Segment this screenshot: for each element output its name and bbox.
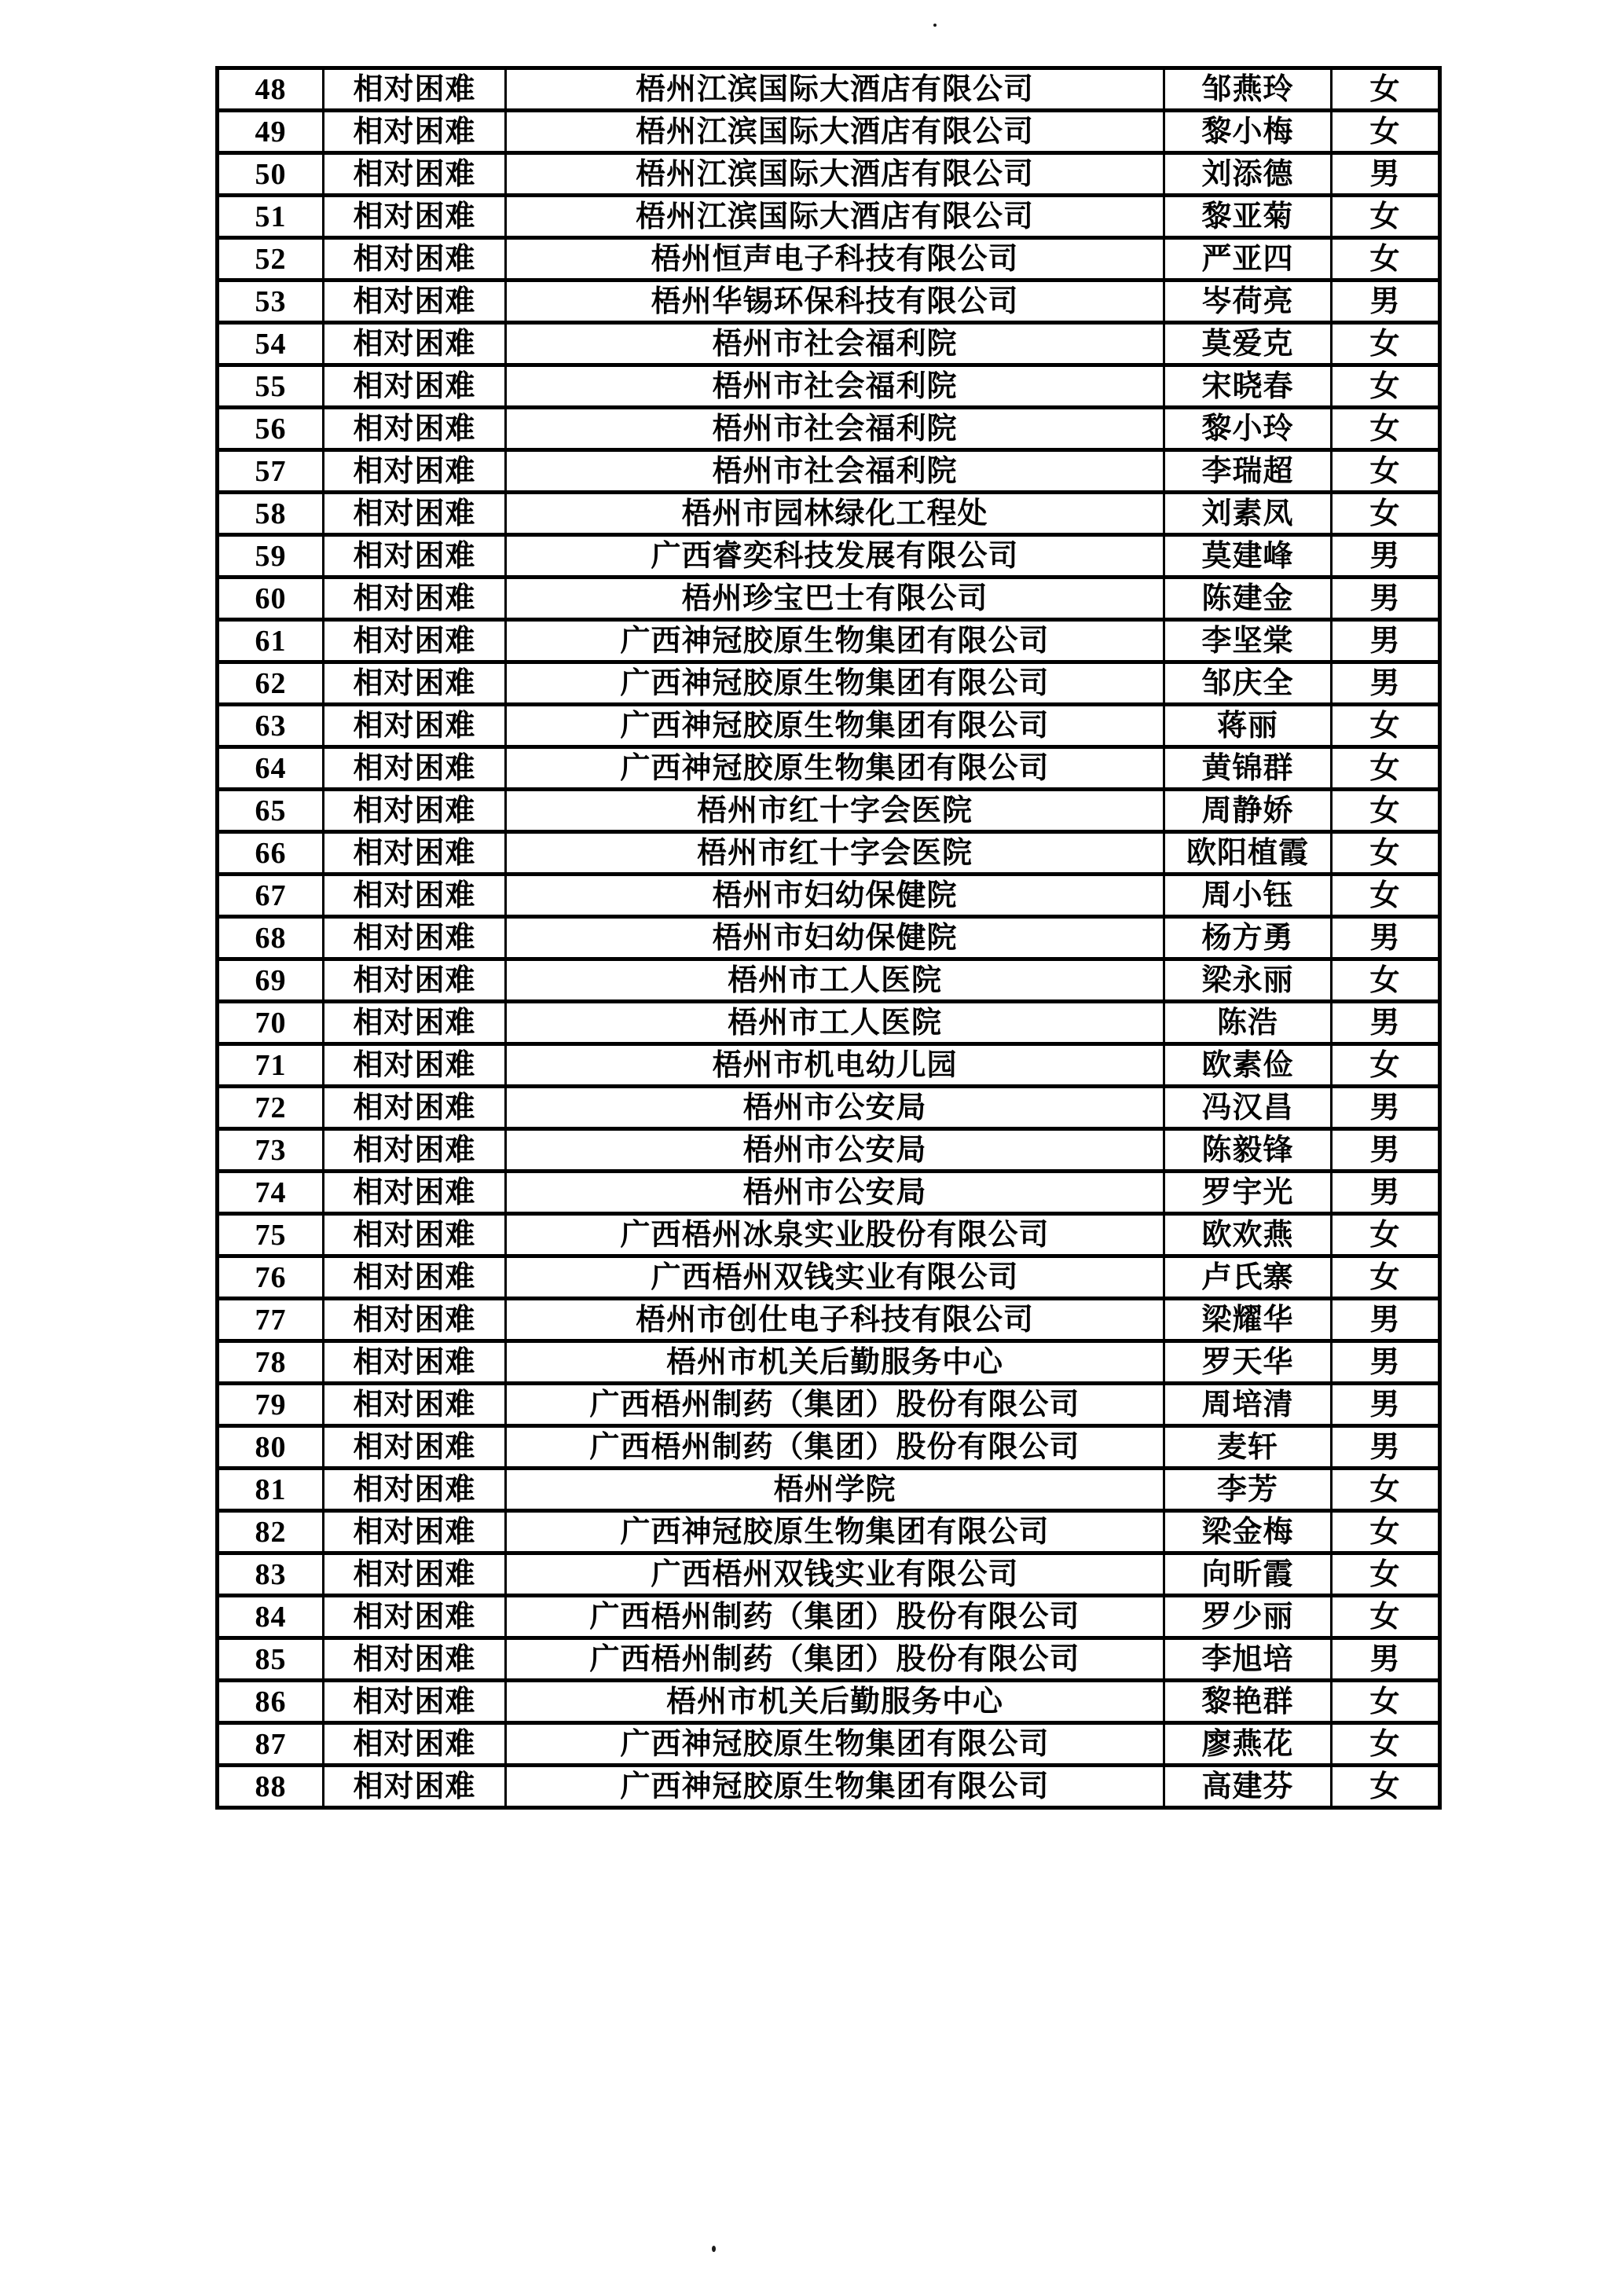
employer-cell: 梧州江滨国际大酒店有限公司 [506,196,1164,238]
difficulty-status-cell: 相对困难 [324,875,506,917]
employer-cell: 梧州市公安局 [506,1129,1164,1172]
gender-cell: 男 [1332,1341,1440,1384]
gender-cell: 女 [1332,959,1440,1002]
table-row [218,153,1440,196]
table-row [218,705,1440,747]
employer-cell: 广西神冠胶原生物集团有限公司 [506,1511,1164,1553]
row-number-cell: 60 [218,578,324,620]
table-row [218,493,1440,535]
employer-cell: 梧州市红十字会医院 [506,832,1164,875]
difficulty-status-cell: 相对困难 [324,1681,506,1723]
employer-cell: 广西神冠胶原生物集团有限公司 [506,705,1164,747]
person-name-cell: 麦轩 [1164,1426,1332,1469]
gender-cell: 男 [1332,1384,1440,1426]
person-name-cell: 罗少丽 [1164,1596,1332,1638]
table-row [218,1511,1440,1553]
employer-cell: 梧州学院 [506,1469,1164,1511]
person-name-cell: 岑荷亮 [1164,281,1332,323]
difficulty-status-cell: 相对困难 [324,959,506,1002]
roster-table-body [218,68,1440,1808]
row-number-cell: 61 [218,620,324,662]
scan-speck [712,2246,716,2252]
row-number-cell: 81 [218,1469,324,1511]
row-number-cell: 88 [218,1766,324,1808]
person-name-cell: 梁耀华 [1164,1299,1332,1341]
table-row [218,620,1440,662]
difficulty-status-cell: 相对困难 [324,238,506,281]
difficulty-status-cell: 相对困难 [324,1426,506,1469]
person-name-cell: 李瑞超 [1164,450,1332,493]
employer-cell: 梧州珍宝巴士有限公司 [506,578,1164,620]
table-row [218,662,1440,705]
person-name-cell: 廖燕花 [1164,1723,1332,1766]
table-row [218,959,1440,1002]
gender-cell: 男 [1332,1426,1440,1469]
row-number-cell: 56 [218,408,324,450]
table-row [218,1766,1440,1808]
gender-cell: 男 [1332,1129,1440,1172]
row-number-cell: 86 [218,1681,324,1723]
table-row [218,1256,1440,1299]
table-row [218,832,1440,875]
person-name-cell: 李芳 [1164,1469,1332,1511]
row-number-cell: 55 [218,365,324,408]
table-row [218,875,1440,917]
employer-cell: 梧州市园林绿化工程处 [506,493,1164,535]
employer-cell: 广西梧州制药（集团）股份有限公司 [506,1638,1164,1681]
row-number-cell: 75 [218,1214,324,1256]
person-name-cell: 欧素俭 [1164,1044,1332,1087]
table-row [218,535,1440,578]
gender-cell: 女 [1332,196,1440,238]
gender-cell: 女 [1332,365,1440,408]
row-number-cell: 57 [218,450,324,493]
difficulty-status-cell: 相对困难 [324,1256,506,1299]
employer-cell: 广西梧州冰泉实业股份有限公司 [506,1214,1164,1256]
employer-cell: 广西神冠胶原生物集团有限公司 [506,662,1164,705]
difficulty-status-cell: 相对困难 [324,1172,506,1214]
table-row [218,1002,1440,1044]
gender-cell: 女 [1332,1596,1440,1638]
table-row [218,365,1440,408]
person-name-cell: 卢氏寨 [1164,1256,1332,1299]
employer-cell: 广西梧州双钱实业有限公司 [506,1256,1164,1299]
table-row [218,1214,1440,1256]
gender-cell: 女 [1332,1681,1440,1723]
person-name-cell: 邹燕玲 [1164,68,1332,111]
difficulty-status-cell: 相对困难 [324,408,506,450]
difficulty-status-cell: 相对困难 [324,1511,506,1553]
employer-cell: 广西梧州制药（集团）股份有限公司 [506,1596,1164,1638]
employer-cell: 梧州市社会福利院 [506,323,1164,365]
table-row [218,1299,1440,1341]
employer-cell: 广西梧州制药（集团）股份有限公司 [506,1384,1164,1426]
row-number-cell: 84 [218,1596,324,1638]
employer-cell: 梧州市机电幼儿园 [506,1044,1164,1087]
difficulty-status-cell: 相对困难 [324,1469,506,1511]
row-number-cell: 58 [218,493,324,535]
employer-cell: 广西神冠胶原生物集团有限公司 [506,620,1164,662]
row-number-cell: 64 [218,747,324,790]
gender-cell: 男 [1332,1087,1440,1129]
person-name-cell: 梁金梅 [1164,1511,1332,1553]
difficulty-status-cell: 相对困难 [324,1299,506,1341]
person-name-cell: 蒋丽 [1164,705,1332,747]
person-name-cell: 黎小玲 [1164,408,1332,450]
employer-cell: 梧州市公安局 [506,1172,1164,1214]
difficulty-status-cell: 相对困难 [324,535,506,578]
difficulty-status-cell: 相对困难 [324,662,506,705]
gender-cell: 男 [1332,917,1440,959]
table-row [218,281,1440,323]
employer-cell: 梧州市社会福利院 [506,450,1164,493]
gender-cell: 男 [1332,662,1440,705]
gender-cell: 男 [1332,153,1440,196]
table-row [218,1469,1440,1511]
employer-cell: 广西神冠胶原生物集团有限公司 [506,747,1164,790]
employer-cell: 广西神冠胶原生物集团有限公司 [506,1723,1164,1766]
difficulty-status-cell: 相对困难 [324,450,506,493]
row-number-cell: 63 [218,705,324,747]
person-name-cell: 杨方勇 [1164,917,1332,959]
row-number-cell: 69 [218,959,324,1002]
gender-cell: 女 [1332,493,1440,535]
person-name-cell: 黄锦群 [1164,747,1332,790]
difficulty-status-cell: 相对困难 [324,1087,506,1129]
gender-cell: 女 [1332,1214,1440,1256]
gender-cell: 女 [1332,1553,1440,1596]
person-name-cell: 高建芬 [1164,1766,1332,1808]
employer-cell: 广西神冠胶原生物集团有限公司 [506,1766,1164,1808]
person-name-cell: 周静娇 [1164,790,1332,832]
employer-cell: 梧州市妇幼保健院 [506,875,1164,917]
gender-cell: 女 [1332,111,1440,153]
employer-cell: 广西梧州双钱实业有限公司 [506,1553,1164,1596]
employer-cell: 梧州市红十字会医院 [506,790,1164,832]
difficulty-status-cell: 相对困难 [324,1638,506,1681]
row-number-cell: 48 [218,68,324,111]
person-name-cell: 周培清 [1164,1384,1332,1426]
employer-cell: 梧州市工人医院 [506,1002,1164,1044]
row-number-cell: 62 [218,662,324,705]
row-number-cell: 54 [218,323,324,365]
table-row [218,917,1440,959]
employer-cell: 梧州江滨国际大酒店有限公司 [506,153,1164,196]
gender-cell: 女 [1332,790,1440,832]
person-name-cell: 欧欢燕 [1164,1214,1332,1256]
row-number-cell: 66 [218,832,324,875]
difficulty-status-cell: 相对困难 [324,1723,506,1766]
table-row [218,323,1440,365]
row-number-cell: 85 [218,1638,324,1681]
employer-cell: 广西梧州制药（集团）股份有限公司 [506,1426,1164,1469]
row-number-cell: 53 [218,281,324,323]
gender-cell: 女 [1332,1044,1440,1087]
row-number-cell: 67 [218,875,324,917]
gender-cell: 女 [1332,1256,1440,1299]
row-number-cell: 87 [218,1723,324,1766]
person-name-cell: 陈建金 [1164,578,1332,620]
gender-cell: 男 [1332,1638,1440,1681]
person-name-cell: 邹庆全 [1164,662,1332,705]
difficulty-status-cell: 相对困难 [324,196,506,238]
table-row [218,408,1440,450]
row-number-cell: 79 [218,1384,324,1426]
employer-cell: 梧州市机关后勤服务中心 [506,1681,1164,1723]
gender-cell: 男 [1332,620,1440,662]
table-row [218,578,1440,620]
difficulty-status-cell: 相对困难 [324,1214,506,1256]
gender-cell: 男 [1332,535,1440,578]
table-row [218,1341,1440,1384]
table-row [218,1087,1440,1129]
employer-cell: 梧州市工人医院 [506,959,1164,1002]
table-row [218,450,1440,493]
gender-cell: 女 [1332,238,1440,281]
difficulty-status-cell: 相对困难 [324,1766,506,1808]
difficulty-status-cell: 相对困难 [324,1341,506,1384]
table-row [218,790,1440,832]
gender-cell: 女 [1332,1511,1440,1553]
table-row [218,1638,1440,1681]
person-name-cell: 刘添德 [1164,153,1332,196]
hardship-roster-table [215,66,1442,1810]
difficulty-status-cell: 相对困难 [324,1129,506,1172]
row-number-cell: 68 [218,917,324,959]
table-row [218,238,1440,281]
difficulty-status-cell: 相对困难 [324,365,506,408]
employer-cell: 梧州市机关后勤服务中心 [506,1341,1164,1384]
table-row [218,1426,1440,1469]
gender-cell: 女 [1332,1469,1440,1511]
gender-cell: 女 [1332,450,1440,493]
table-row [218,196,1440,238]
person-name-cell: 黎亚菊 [1164,196,1332,238]
difficulty-status-cell: 相对困难 [324,1553,506,1596]
row-number-cell: 71 [218,1044,324,1087]
person-name-cell: 莫爱克 [1164,323,1332,365]
employer-cell: 梧州市社会福利院 [506,408,1164,450]
person-name-cell: 黎小梅 [1164,111,1332,153]
gender-cell: 女 [1332,832,1440,875]
difficulty-status-cell: 相对困难 [324,493,506,535]
employer-cell: 广西睿奕科技发展有限公司 [506,535,1164,578]
person-name-cell: 严亚四 [1164,238,1332,281]
person-name-cell: 宋晓春 [1164,365,1332,408]
difficulty-status-cell: 相对困难 [324,68,506,111]
table-row [218,1681,1440,1723]
row-number-cell: 52 [218,238,324,281]
row-number-cell: 74 [218,1172,324,1214]
gender-cell: 女 [1332,705,1440,747]
table-row [218,1172,1440,1214]
row-number-cell: 83 [218,1553,324,1596]
gender-cell: 女 [1332,68,1440,111]
gender-cell: 男 [1332,1172,1440,1214]
person-name-cell: 莫建峰 [1164,535,1332,578]
difficulty-status-cell: 相对困难 [324,323,506,365]
difficulty-status-cell: 相对困难 [324,832,506,875]
difficulty-status-cell: 相对困难 [324,153,506,196]
difficulty-status-cell: 相对困难 [324,747,506,790]
employer-cell: 梧州市创仕电子科技有限公司 [506,1299,1164,1341]
row-number-cell: 72 [218,1087,324,1129]
row-number-cell: 78 [218,1341,324,1384]
person-name-cell: 陈浩 [1164,1002,1332,1044]
difficulty-status-cell: 相对困难 [324,790,506,832]
difficulty-status-cell: 相对困难 [324,917,506,959]
row-number-cell: 76 [218,1256,324,1299]
difficulty-status-cell: 相对困难 [324,1596,506,1638]
person-name-cell: 罗天华 [1164,1341,1332,1384]
row-number-cell: 80 [218,1426,324,1469]
gender-cell: 男 [1332,1299,1440,1341]
employer-cell: 梧州江滨国际大酒店有限公司 [506,111,1164,153]
gender-cell: 女 [1332,875,1440,917]
gender-cell: 男 [1332,578,1440,620]
row-number-cell: 59 [218,535,324,578]
table-row [218,1129,1440,1172]
person-name-cell: 冯汉昌 [1164,1087,1332,1129]
scan-speck [933,24,937,27]
table-row [218,68,1440,111]
person-name-cell: 刘素凤 [1164,493,1332,535]
table-row [218,1553,1440,1596]
person-name-cell: 梁永丽 [1164,959,1332,1002]
difficulty-status-cell: 相对困难 [324,1002,506,1044]
employer-cell: 梧州华锡环保科技有限公司 [506,281,1164,323]
person-name-cell: 黎艳群 [1164,1681,1332,1723]
employer-cell: 梧州江滨国际大酒店有限公司 [506,68,1164,111]
person-name-cell: 周小钰 [1164,875,1332,917]
person-name-cell: 罗宇光 [1164,1172,1332,1214]
gender-cell: 女 [1332,1766,1440,1808]
gender-cell: 女 [1332,323,1440,365]
person-name-cell: 李坚棠 [1164,620,1332,662]
row-number-cell: 65 [218,790,324,832]
table-row [218,1596,1440,1638]
difficulty-status-cell: 相对困难 [324,1044,506,1087]
difficulty-status-cell: 相对困难 [324,705,506,747]
difficulty-status-cell: 相对困难 [324,578,506,620]
table-row [218,1044,1440,1087]
row-number-cell: 49 [218,111,324,153]
employer-cell: 梧州市社会福利院 [506,365,1164,408]
employer-cell: 梧州市公安局 [506,1087,1164,1129]
gender-cell: 男 [1332,1002,1440,1044]
row-number-cell: 70 [218,1002,324,1044]
row-number-cell: 51 [218,196,324,238]
table-row [218,1384,1440,1426]
gender-cell: 男 [1332,281,1440,323]
table-row [218,1723,1440,1766]
person-name-cell: 欧阳植霞 [1164,832,1332,875]
difficulty-status-cell: 相对困难 [324,281,506,323]
table-row [218,111,1440,153]
table-row [218,747,1440,790]
person-name-cell: 向昕霞 [1164,1553,1332,1596]
person-name-cell: 李旭培 [1164,1638,1332,1681]
difficulty-status-cell: 相对困难 [324,1384,506,1426]
person-name-cell: 陈毅锋 [1164,1129,1332,1172]
employer-cell: 梧州市妇幼保健院 [506,917,1164,959]
gender-cell: 女 [1332,408,1440,450]
difficulty-status-cell: 相对困难 [324,111,506,153]
row-number-cell: 82 [218,1511,324,1553]
difficulty-status-cell: 相对困难 [324,620,506,662]
row-number-cell: 50 [218,153,324,196]
employer-cell: 梧州恒声电子科技有限公司 [506,238,1164,281]
row-number-cell: 73 [218,1129,324,1172]
row-number-cell: 77 [218,1299,324,1341]
gender-cell: 女 [1332,1723,1440,1766]
gender-cell: 女 [1332,747,1440,790]
